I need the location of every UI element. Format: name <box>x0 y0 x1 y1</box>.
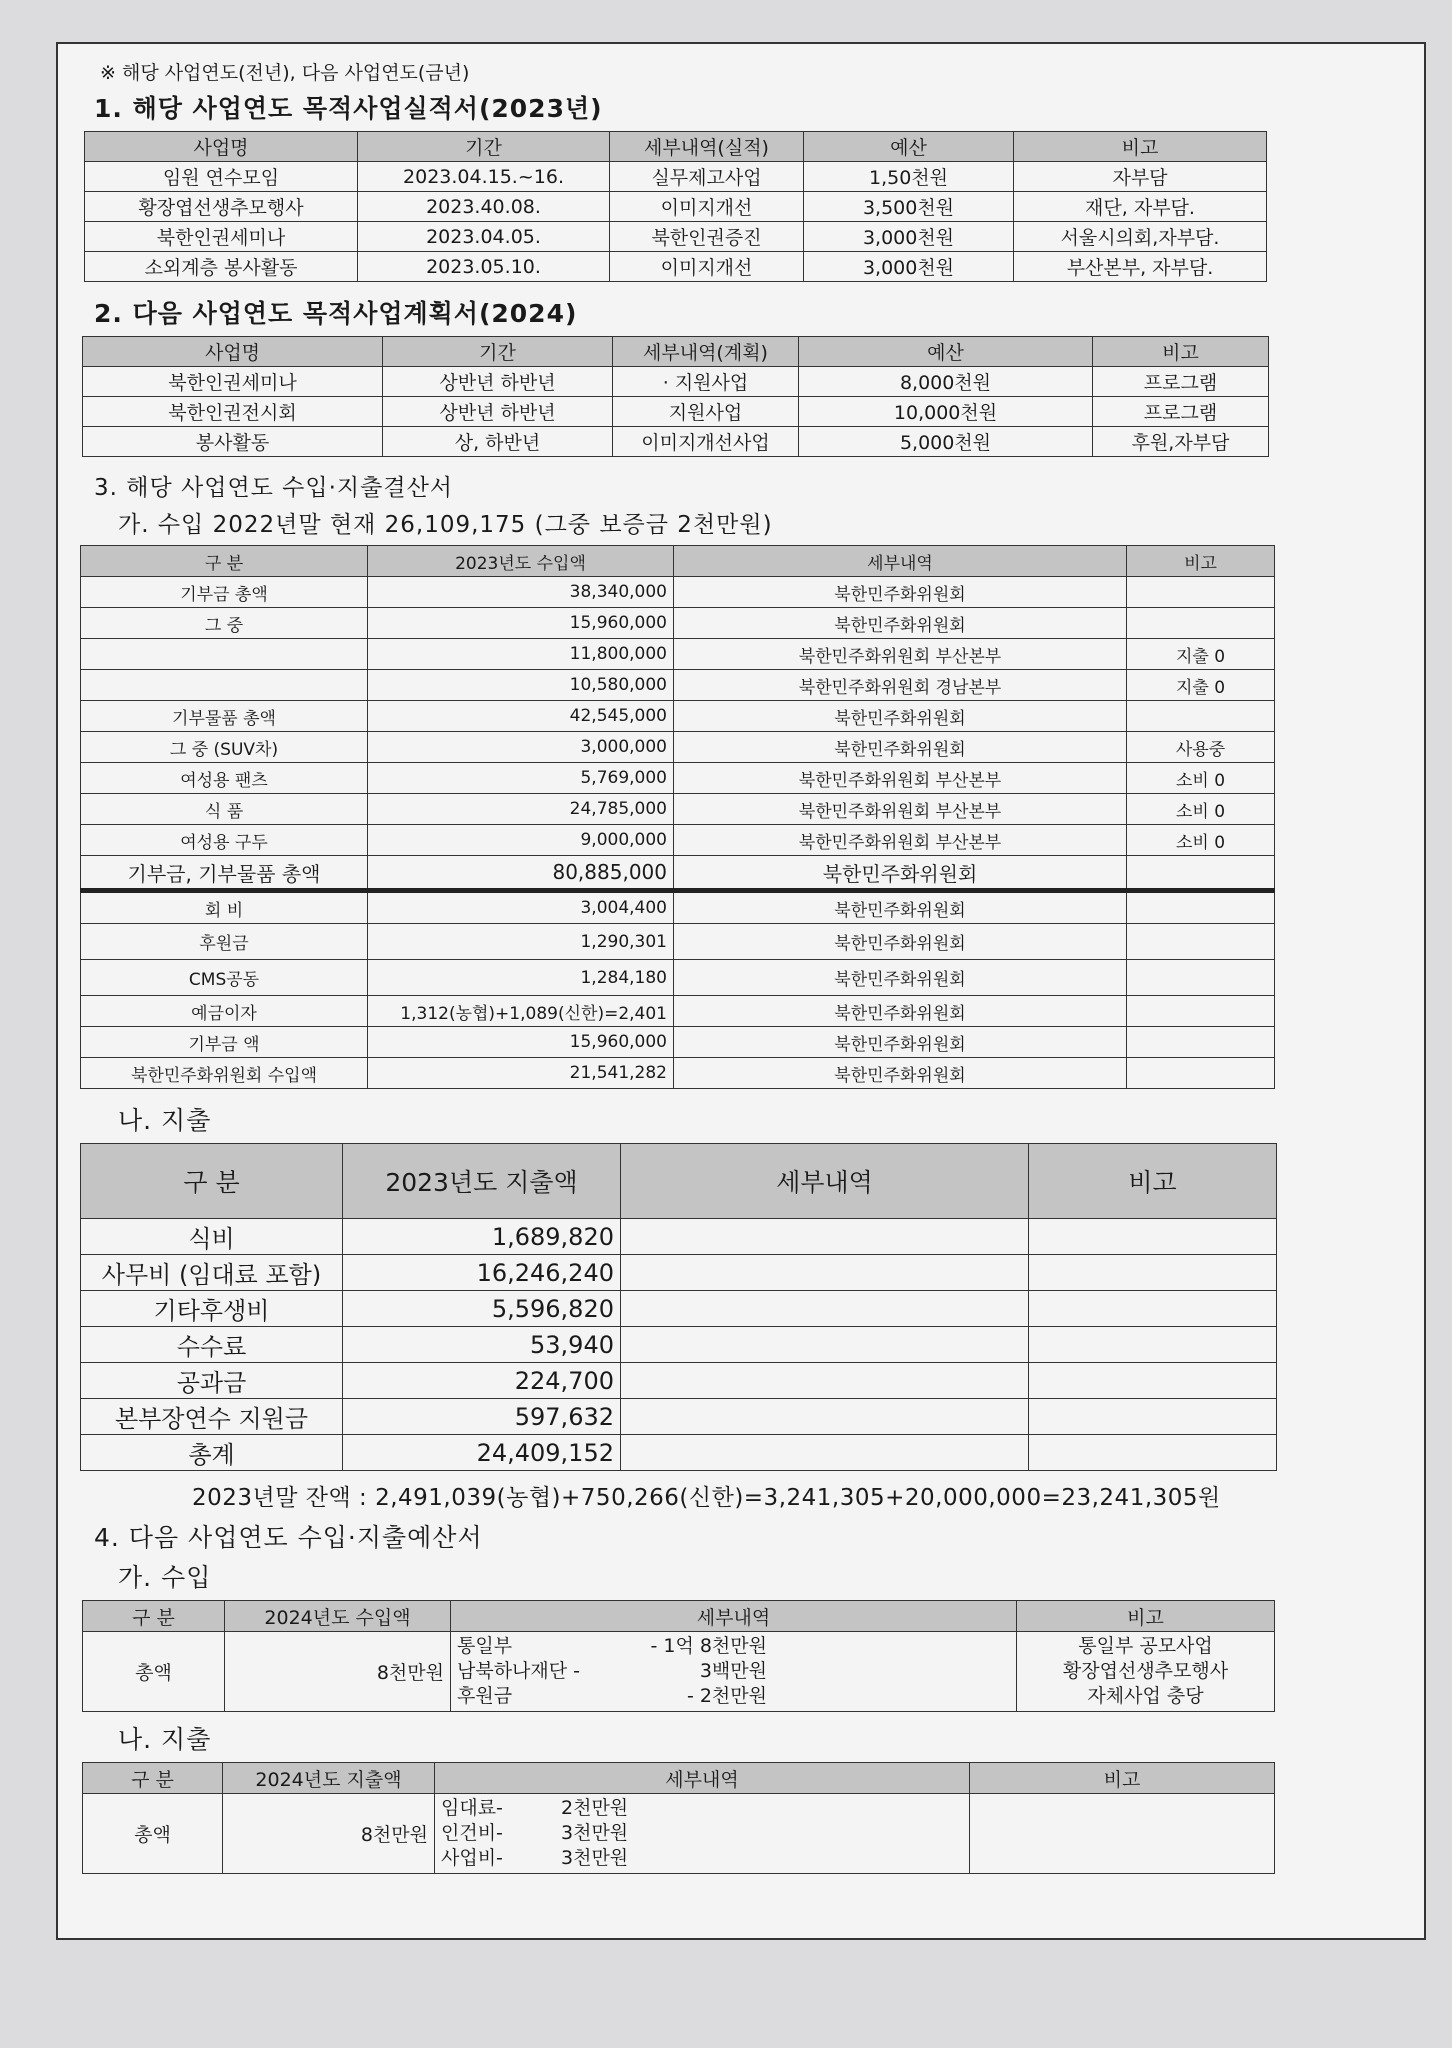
cell: 2023.04.05. <box>358 222 610 252</box>
table-header <box>81 546 1275 577</box>
cell <box>621 1363 1029 1399</box>
cell: 북한민주화위원회 경남본부 <box>674 670 1127 701</box>
detail-key: 통일부 <box>457 1635 513 1657</box>
details-cell <box>451 1632 1017 1712</box>
table-row <box>81 1058 1275 1089</box>
cell: 15,960,000 <box>368 1027 674 1058</box>
cell: 1,50천원 <box>804 162 1014 192</box>
table-row <box>85 162 1267 192</box>
detail-key: 후원금 <box>457 1685 513 1707</box>
cell: 21,541,282 <box>368 1058 674 1089</box>
table-row-total <box>81 856 1275 891</box>
cell <box>1127 608 1275 639</box>
cell <box>1127 891 1275 924</box>
table-2024-expense <box>82 1762 1275 1874</box>
cell: 북한민주화위원회 부산본부 <box>674 825 1127 856</box>
cell: 9,000,000 <box>368 825 674 856</box>
cell: 본부장연수 지원금 <box>81 1399 343 1435</box>
cell: 북한민주화위원회 <box>674 924 1127 960</box>
cell: 식 품 <box>81 794 368 825</box>
detail-key: 인건비- <box>441 1822 503 1844</box>
detail-value: 3천만원 <box>561 1847 629 1869</box>
cell <box>1029 1399 1277 1435</box>
detail-line <box>457 1684 1010 1709</box>
cell: 42,545,000 <box>368 701 674 732</box>
cell: 기부금 총액 <box>81 577 368 608</box>
cell: 기타후생비 <box>81 1291 343 1327</box>
col-header: 세부내역 <box>621 1144 1029 1219</box>
col-header: 2024년도 지출액 <box>223 1763 435 1794</box>
table-row <box>85 222 1267 252</box>
cell <box>1127 924 1275 960</box>
table-row <box>81 1219 1277 1255</box>
col-header: 비고 <box>970 1763 1275 1794</box>
section2-title: 2. 다음 사업연도 목적사업계획서(2024) <box>94 299 578 328</box>
cell: 북한인권세미나 <box>85 222 358 252</box>
table-row-total <box>81 1435 1277 1471</box>
cell <box>1029 1363 1277 1399</box>
cell: 24,785,000 <box>368 794 674 825</box>
cell: 북한민주화위원회 <box>674 701 1127 732</box>
cell: 1,290,301 <box>368 924 674 960</box>
detail-line <box>441 1846 963 1871</box>
cell: 프로그램 <box>1093 397 1269 427</box>
table-header <box>83 1763 1275 1794</box>
document-page <box>56 42 1426 1940</box>
cell: 예금이자 <box>81 996 368 1027</box>
cell: 봉사활동 <box>83 427 383 457</box>
cell: 기부금, 기부물품 총액 <box>81 856 368 891</box>
cell: 북한민주화위원회 부산본부 <box>674 763 1127 794</box>
cell: 11,800,000 <box>368 639 674 670</box>
table-row <box>81 639 1275 670</box>
cell <box>621 1435 1029 1471</box>
table-row <box>81 1255 1277 1291</box>
table-header <box>85 132 1267 162</box>
cell <box>1127 701 1275 732</box>
cell: 북한민주화위원회 부산본부 <box>674 794 1127 825</box>
cell: 1,689,820 <box>343 1219 621 1255</box>
expense-2023-title: 나. 지출 <box>118 1106 212 1135</box>
table-row <box>81 1327 1277 1363</box>
cell: 224,700 <box>343 1363 621 1399</box>
cell: 이미지개선 <box>610 192 804 222</box>
cell <box>1127 1027 1275 1058</box>
col-header: 비고 <box>1014 132 1267 162</box>
cell: 총계 <box>81 1435 343 1471</box>
col-header: 사업명 <box>85 132 358 162</box>
note-line: 황장엽선생추모행사 <box>1062 1660 1229 1682</box>
cell: 소외계층 봉사활동 <box>85 252 358 282</box>
detail-line <box>457 1659 1010 1684</box>
cell: 북한민주화위원회 <box>674 732 1127 763</box>
cell <box>621 1399 1029 1435</box>
cell: 프로그램 <box>1093 367 1269 397</box>
table-row <box>83 367 1269 397</box>
section1-title: 1. 해당 사업연도 목적사업실적서(2023년) <box>94 94 603 123</box>
cell <box>1127 856 1275 891</box>
detail-key: 임대료- <box>441 1797 503 1819</box>
cell: 사용중 <box>1127 732 1275 763</box>
table-row <box>81 891 1275 924</box>
cell <box>1127 1058 1275 1089</box>
col-header: 예산 <box>799 337 1093 367</box>
details-cell <box>435 1794 970 1874</box>
table-row <box>81 1399 1277 1435</box>
detail-value: 3백만원 <box>699 1660 767 1682</box>
table-row <box>81 794 1275 825</box>
col-header: 기간 <box>383 337 613 367</box>
cell: 사무비 (임대료 포함) <box>81 1255 343 1291</box>
cell: 상, 하반년 <box>383 427 613 457</box>
detail-line <box>441 1821 963 1846</box>
table-row <box>83 427 1269 457</box>
cell: 10,000천원 <box>799 397 1093 427</box>
col-header: 비고 <box>1017 1601 1275 1632</box>
cell: 여성용 구두 <box>81 825 368 856</box>
cell <box>1029 1219 1277 1255</box>
cell: 53,940 <box>343 1327 621 1363</box>
col-header: 세부내역(계획) <box>613 337 799 367</box>
cell: 소비 0 <box>1127 825 1275 856</box>
col-header: 사업명 <box>83 337 383 367</box>
cell: 공과금 <box>81 1363 343 1399</box>
table-row <box>81 825 1275 856</box>
cell: 3,000천원 <box>804 222 1014 252</box>
cell: 북한인권세미나 <box>83 367 383 397</box>
income-2024-title: 가. 수입 <box>118 1563 212 1592</box>
col-header: 2023년도 지출액 <box>343 1144 621 1219</box>
cell <box>621 1327 1029 1363</box>
income-2023-title: 가. 수입 2022년말 현재 26,109,175 (그중 보증금 2천만원) <box>118 512 773 538</box>
cell: 북한민주화위원회 부산본부 <box>674 639 1127 670</box>
detail-key: 남북하나재단 - <box>457 1660 581 1682</box>
cell: 2023.40.08. <box>358 192 610 222</box>
table-header <box>81 1144 1277 1219</box>
table-row <box>83 1794 1275 1874</box>
cell: 북한민주화위원회 <box>674 608 1127 639</box>
table-row <box>85 192 1267 222</box>
col-header: 세부내역 <box>451 1601 1017 1632</box>
cell <box>1127 577 1275 608</box>
detail-value: - 1억 8천만원 <box>650 1635 767 1657</box>
col-header: 예산 <box>804 132 1014 162</box>
cell: 5,769,000 <box>368 763 674 794</box>
cell: 15,960,000 <box>368 608 674 639</box>
table-row <box>81 670 1275 701</box>
col-header: 구 분 <box>81 1144 343 1219</box>
cell: 24,409,152 <box>343 1435 621 1471</box>
section4-title: 4. 다음 사업연도 수입·지출예산서 <box>94 1523 483 1552</box>
cell: 북한민주화위원회 <box>674 1027 1127 1058</box>
cell: 북한민주화위원회 <box>674 891 1127 924</box>
expense-2024-title: 나. 지출 <box>118 1725 212 1754</box>
cell <box>970 1794 1275 1874</box>
cell: 이미지개선사업 <box>613 427 799 457</box>
col-header: 비고 <box>1029 1144 1277 1219</box>
note-line: 자체사업 충당 <box>1087 1685 1204 1707</box>
cell: 총액 <box>83 1794 223 1874</box>
table-row <box>81 701 1275 732</box>
cell: 3,000천원 <box>804 252 1014 282</box>
cell: 상반년 하반년 <box>383 397 613 427</box>
notes-cell <box>1017 1632 1275 1712</box>
cell: 후원금 <box>81 924 368 960</box>
col-header: 구 분 <box>81 546 368 577</box>
cell <box>621 1219 1029 1255</box>
cell: 여성용 팬츠 <box>81 763 368 794</box>
cell: 2023.04.15.~16. <box>358 162 610 192</box>
cell: 3,500천원 <box>804 192 1014 222</box>
cell: 지출 0 <box>1127 670 1275 701</box>
table-header <box>83 337 1269 367</box>
cell: 황장엽선생추모행사 <box>85 192 358 222</box>
table-row <box>81 1291 1277 1327</box>
cell <box>81 639 368 670</box>
table-2023-income <box>80 545 1275 1089</box>
cell: 8천만원 <box>223 1794 435 1874</box>
cell: 5,596,820 <box>343 1291 621 1327</box>
cell <box>1029 1291 1277 1327</box>
cell: 3,000,000 <box>368 732 674 763</box>
cell: 북한인권전시회 <box>83 397 383 427</box>
detail-value: - 2천만원 <box>686 1685 767 1707</box>
col-header: 2023년도 수입액 <box>368 546 674 577</box>
cell <box>621 1255 1029 1291</box>
table-2024-plan <box>82 336 1269 457</box>
cell: 북한민주화위원회 <box>674 856 1127 891</box>
col-header: 비고 <box>1093 337 1269 367</box>
table-row <box>83 397 1269 427</box>
detail-line <box>441 1796 963 1821</box>
cell: 3,004,400 <box>368 891 674 924</box>
cell <box>1127 960 1275 996</box>
cell: 식비 <box>81 1219 343 1255</box>
cell: 38,340,000 <box>368 577 674 608</box>
col-header: 비고 <box>1127 546 1275 577</box>
table-2023-expense <box>80 1143 1277 1471</box>
cell: 상반년 하반년 <box>383 367 613 397</box>
cell: 실무제고사업 <box>610 162 804 192</box>
cell <box>1029 1255 1277 1291</box>
detail-key: 사업비- <box>441 1847 503 1869</box>
cell: 북한민주화위원회 <box>674 577 1127 608</box>
note: ※ 해당 사업연도(전년), 다음 사업연도(금년) <box>100 62 470 84</box>
cell: 자부담 <box>1014 162 1267 192</box>
balance-2023: 2023년말 잔액 : 2,491,039(농협)+750,266(신한)=3,241,305+20,000,000=23,241,305원 <box>192 1485 1221 1511</box>
cell: 재단, 자부담. <box>1014 192 1267 222</box>
cell: 8,000천원 <box>799 367 1093 397</box>
cell: 기부금 액 <box>81 1027 368 1058</box>
table-row <box>81 608 1275 639</box>
col-header: 2024년도 수입액 <box>225 1601 451 1632</box>
cell: 소비 0 <box>1127 763 1275 794</box>
cell: 이미지개선 <box>610 252 804 282</box>
cell: 수수료 <box>81 1327 343 1363</box>
table-row <box>85 252 1267 282</box>
table-row <box>81 732 1275 763</box>
cell: 기부물품 총액 <box>81 701 368 732</box>
cell: 북한민주화위원회 <box>674 996 1127 1027</box>
cell <box>1029 1327 1277 1363</box>
cell: 지원사업 <box>613 397 799 427</box>
col-header: 구 분 <box>83 1601 225 1632</box>
cell: 8천만원 <box>225 1632 451 1712</box>
cell: 1,284,180 <box>368 960 674 996</box>
col-header: 세부내역 <box>674 546 1127 577</box>
table-2023-results <box>84 131 1267 282</box>
cell: 10,580,000 <box>368 670 674 701</box>
cell: 서울시의회,자부담. <box>1014 222 1267 252</box>
detail-value: 2천만원 <box>561 1797 629 1819</box>
table-row <box>81 577 1275 608</box>
cell: 1,312(농협)+1,089(신한)=2,401 <box>368 996 674 1027</box>
col-header: 세부내역 <box>435 1763 970 1794</box>
table-row <box>81 924 1275 960</box>
cell: 소비 0 <box>1127 794 1275 825</box>
cell <box>621 1291 1029 1327</box>
cell: 597,632 <box>343 1399 621 1435</box>
cell: 임원 연수모임 <box>85 162 358 192</box>
cell: 후원,자부담 <box>1093 427 1269 457</box>
cell: 그 중 (SUV차) <box>81 732 368 763</box>
cell: 부산본부, 자부담. <box>1014 252 1267 282</box>
cell: 지출 0 <box>1127 639 1275 670</box>
cell: 북한인권증진 <box>610 222 804 252</box>
cell <box>81 670 368 701</box>
detail-line <box>457 1634 1010 1659</box>
detail-value: 3천만원 <box>561 1822 629 1844</box>
cell: 그 중 <box>81 608 368 639</box>
cell <box>1127 996 1275 1027</box>
cell: 80,885,000 <box>368 856 674 891</box>
cell: 총액 <box>83 1632 225 1712</box>
section3-title: 3. 해당 사업연도 수입·지출결산서 <box>94 475 454 501</box>
cell: 회 비 <box>81 891 368 924</box>
table-row <box>81 1027 1275 1058</box>
col-header: 세부내역(실적) <box>610 132 804 162</box>
table-row <box>83 1632 1275 1712</box>
note-line: 통일부 공모사업 <box>1078 1635 1213 1657</box>
col-header: 기간 <box>358 132 610 162</box>
cell: 2023.05.10. <box>358 252 610 282</box>
cell: 북한민주화위원회 <box>674 1058 1127 1089</box>
table-row <box>81 1363 1277 1399</box>
cell: · 지원사업 <box>613 367 799 397</box>
table-row <box>81 960 1275 996</box>
table-header <box>83 1601 1275 1632</box>
cell: CMS공동 <box>81 960 368 996</box>
cell <box>1029 1435 1277 1471</box>
cell: 16,246,240 <box>343 1255 621 1291</box>
cell: 북한민주화위원회 수입액 <box>81 1058 368 1089</box>
cell: 5,000천원 <box>799 427 1093 457</box>
col-header: 구 분 <box>83 1763 223 1794</box>
cell: 북한민주화위원회 <box>674 960 1127 996</box>
table-row <box>81 763 1275 794</box>
table-row <box>81 996 1275 1027</box>
table-2024-income <box>82 1600 1275 1712</box>
